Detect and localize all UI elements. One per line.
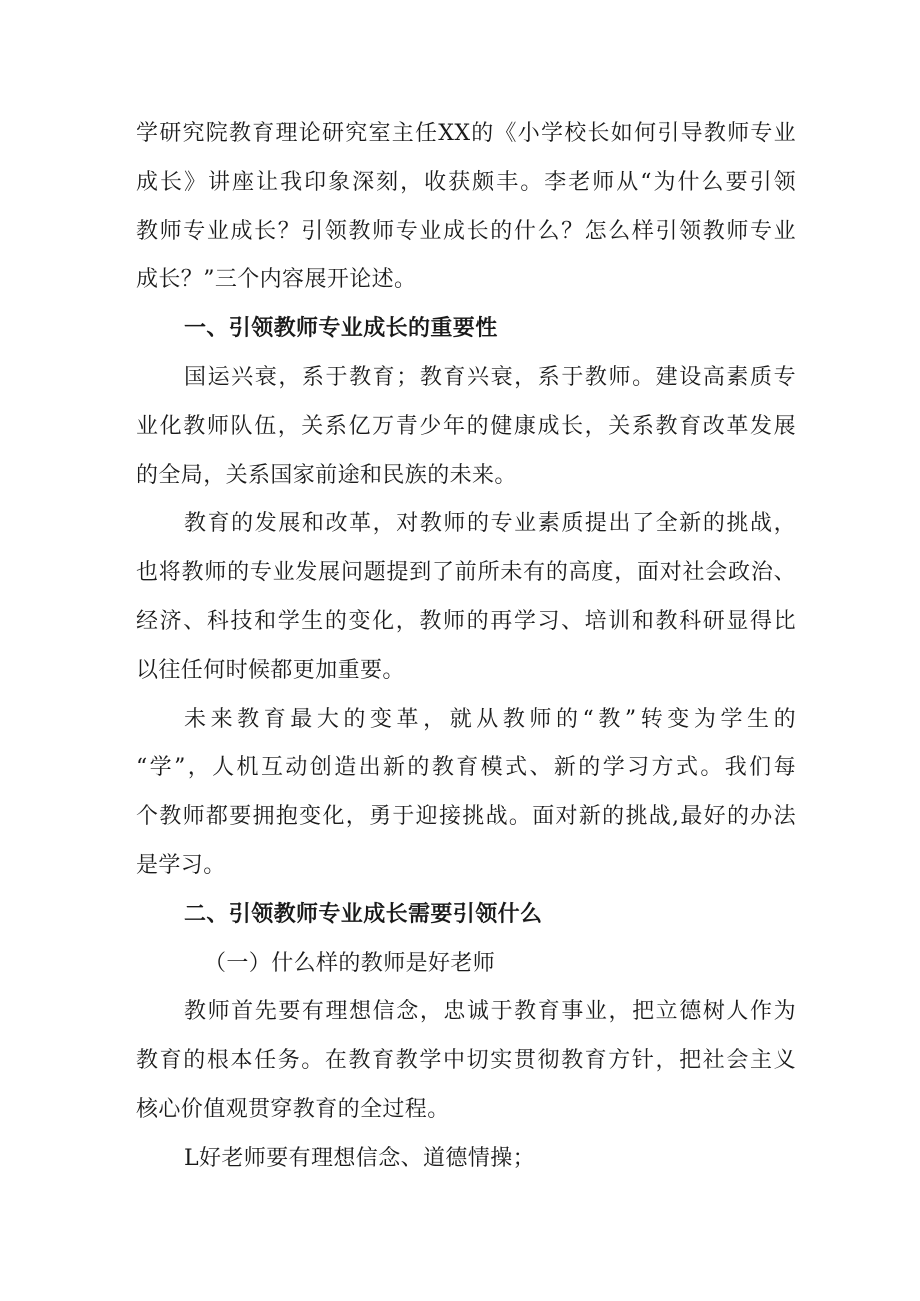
paragraph-line: 也将教师的专业发展问题提到了前所未有的高度，面对社会政治、 — [136, 560, 796, 586]
paragraph-line: 核心价值观贯穿教育的全过程。 — [136, 1096, 450, 1122]
paragraph-line: 的全局，关系国家前途和民族的未来。 — [136, 462, 517, 488]
paragraph-line: 成长》讲座让我印象深刻，收获颇丰。李老师从“为什么要引领 — [136, 169, 796, 195]
paragraph-line: 是学习。 — [136, 852, 226, 878]
paragraph-line: 经济、科技和学生的变化，教师的再学习、培训和教科研显得比 — [136, 608, 796, 634]
subsection-heading: （一）什么样的教师是好老师 — [204, 950, 496, 976]
paragraph-line: 教育的根本任务。在教育教学中切实贯彻教育方针，把社会主义 — [136, 1048, 796, 1074]
paragraph-line: “学”，人机互动创造出新的教育模式、新的学习方式。我们每 — [136, 755, 796, 781]
paragraph-line: L好老师要有理想信念、道德情操； — [184, 1145, 536, 1171]
paragraph-line: 教师首先要有理想信念，忠诚于教育事业，把立德树人作为 — [184, 999, 796, 1025]
document-body — [136, 110, 796, 1184]
section-heading: 二、引领教师专业成长需要引领什么 — [184, 901, 543, 927]
paragraph-line: 个教师都要拥抱变化，勇于迎接挑战。面对新的挑战,最好的办法 — [136, 804, 796, 830]
paragraph-line: 教育的发展和改革，对教师的专业素质提出了全新的挑战， — [184, 511, 796, 537]
paragraph-line: 学研究院教育理论研究室主任XX的《小学校长如何引导教师专业 — [136, 121, 796, 146]
paragraph-line: 成长？”三个内容展开论述。 — [136, 267, 417, 293]
paragraph-line: 以往任何时候都更加重要。 — [136, 657, 405, 683]
paragraph-line: 国运兴衰，系于教育；教育兴衰，系于教师。建设高素质专 — [184, 364, 796, 390]
paragraph-line: 教师专业成长？引领教师专业成长的什么？怎么样引领教师专业 — [136, 218, 796, 244]
paragraph-line: 未来教育最大的变革，就从教师的“教”转变为学生的 — [184, 706, 796, 732]
paragraph-line: 业化教师队伍，关系亿万青少年的健康成长，关系教育改革发展 — [136, 413, 796, 439]
section-heading: 一、引领教师专业成长的重要性 — [184, 316, 498, 342]
